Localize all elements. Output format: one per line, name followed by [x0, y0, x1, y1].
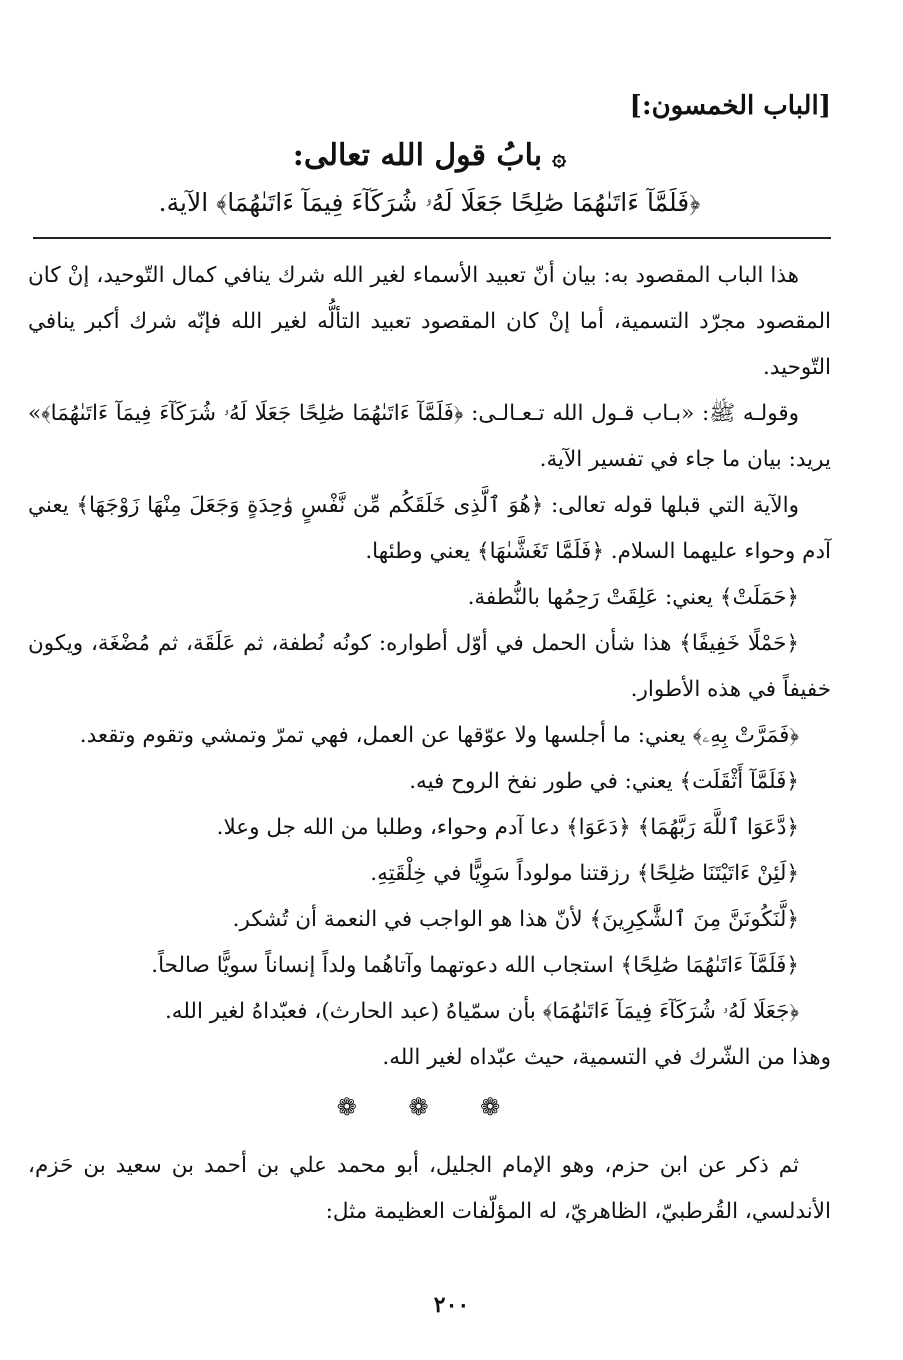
- paragraph-preceding-verse: والآية التي قبلها قوله تعالى: ﴿هُوَ ٱلَّذِى خَلَقَكُم مِّن نَّفْسٍ وَٰحِدَةٍ وَجَعَلَ مِنْهَا زَوْجَهَا﴾ يعني آدم وحواء عليهما السلام. ﴿فَلَمَّا تَغَشَّىٰهَا﴾ يعني وطئها.: [28, 493, 831, 564]
- closing-text: [28, 1143, 831, 1235]
- header-divider: [33, 237, 831, 239]
- chapter-title: [28, 134, 831, 179]
- rub-el-hizb-icon: ۞: [552, 142, 567, 171]
- paragraph-chapter-saying: وقولـه ﷺ: «بـاب قـول الله تـعـالـى: ﴿فَلَمَّآ ءَاتَىٰهُمَا صَٰلِحًا جَعَلَا لَهُۥ شُرَكَآءَ فِيمَآ ءَاتَىٰهُمَا﴾» يريد: بيان ما جاء في تفسير الآية.: [28, 401, 831, 472]
- paragraph-hamalat: ﴿حَمَلَتْ﴾ يعني: عَلِقَتْ رَحِمُها بالنُّطفة.: [467, 585, 799, 610]
- chapter-label: [الباب الخمسون:]: [629, 91, 831, 121]
- chapter-title-text: بابُ قول الله تعالى:: [292, 138, 543, 173]
- paragraph-shakireen: ﴿لَّنَكُونَنَّ مِنَ ٱلشَّٰكِرِينَ﴾ لأنّ هذا هو الواجب في النعمة أن تُشكر.: [232, 907, 799, 932]
- title-verse: ﴿فَلَمَّآ ءَاتَىٰهُمَا صَٰلِحًا جَعَلَا لَهُۥ شُرَكَآءَ فِيمَآ ءَاتَىٰهُمَا﴾ الآية.: [158, 188, 701, 217]
- section-separator-stars: ❁ ❁ ❁: [336, 1093, 523, 1121]
- page-number: ٢٠٠: [433, 1292, 470, 1318]
- paragraph-hamlan-khafifan: ﴿حَمْلًا خَفِيفًا﴾ هذا شأن الحمل في أوّل أطواره: كونُه نُطفة، ثم عَلَقَة، ثم مُضْغَة، ويكون خفيفاً في هذه الأطوار.: [28, 631, 831, 702]
- paragraph-ibn-hazm: ثم ذكر عن ابن حزم، وهو الإمام الجليل، أبو محمد علي بن أحمد بن سعيد بن حَزم، الأندلسي، القُرطبيّ، الظاهريّ، له المؤلّفات العظيمة مثل:: [28, 1153, 831, 1224]
- body-text: [28, 253, 831, 1081]
- paragraph-famarrat: ﴿فَمَرَّتْ بِهِۦ﴾ يعني: ما أجلسها ولا عوّقها عن العمل، فهي تمرّ وتمشي وتقوم وتقعد.: [79, 723, 799, 748]
- paragraph-atahuma-salihan: ﴿فَلَمَّآ ءَاتَىٰهُمَا صَٰلِحًا﴾ استجاب الله دعوتهما وآتاهُما ولداً إنساناً سويًّا صالحاً.: [151, 953, 799, 978]
- paragraph-jaala-lahu-shuraka: ﴿جَعَلَا لَهُۥ شُرَكَآءَ فِيمَآ ءَاتَىٰهُمَا﴾ بأن سمّياهُ (عبد الحارث)، فعبّداهُ لغير الله.: [164, 999, 799, 1024]
- paragraph-daawa: ﴿دَّعَوَا ٱللَّهَ رَبَّهُمَا﴾ ﴿دَعَوَا﴾ دعا آدم وحواء، وطلبا من الله جل وعلا.: [216, 815, 799, 840]
- paragraph-intro: هذا الباب المقصود به: بيان أنّ تعبيد الأسماء لغير الله شرك ينافي كمال التّوحيد، إنْ كان المقصود مجرّد التسمية، أما إنْ كان المقصود تعبيد التألُّه لغير الله فإنّه شرك أكبر ينافي التّوحيد.: [28, 263, 831, 380]
- paragraph-athqalat: ﴿فَلَمَّآ أَثْقَلَت﴾ يعني: في طور نفخ الروح فيه.: [409, 769, 799, 794]
- paragraph-lain-ataytana: ﴿لَئِنْ ءَاتَيْتَنَا صَٰلِحًا﴾ رزقتنا مولوداً سَوِيًّا في خِلْقَتِهِ.: [370, 861, 799, 886]
- paragraph-shirk-naming: وهذا من الشّرك في التسمية، حيث عبّداه لغير الله.: [382, 1045, 831, 1070]
